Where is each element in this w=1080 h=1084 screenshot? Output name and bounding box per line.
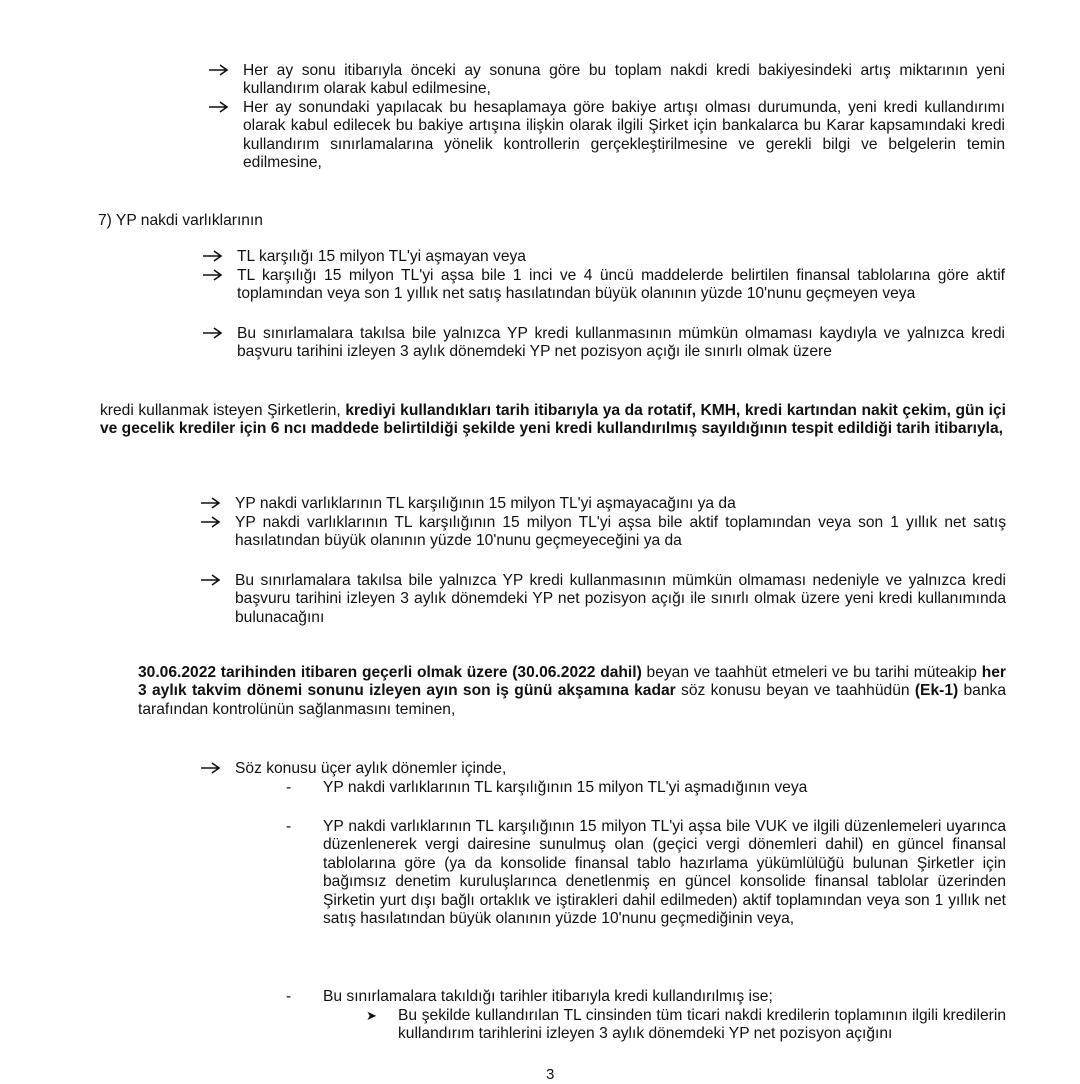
list-item — [243, 99, 1005, 173]
item-text: Her ay sonundaki yapılacak bu hesaplamaya göre bakiye artışı olması durumunda, yeni kredi kullandırımı olarak kabul edilecek bu bakiye artışına ilişkin olarak ilgili Şirket için bankalarca bu Karar kapsamındaki kredi kullandırım sınırlamalarına yönelik kontrollerin gerçekleştirilmesine ve gerekli bilgi ve belgelerin temin edilmesine, — [243, 99, 1005, 172]
item-text: Bu sınırlamalara takılsa bile yalnızca YP kredi kullanmasının mümkün olmaması nedeniyle ve yalnızca kredi başvuru tarihini izleyen 3 aylık dönemdeki YP net pozisyon açığı ile sınırlı olmak üzere yeni kredi kullanımında bulunacağını — [235, 572, 1006, 626]
list-item — [235, 572, 1006, 627]
arrow-icon — [202, 325, 232, 343]
arrow-icon — [200, 495, 230, 513]
item-text: YP nakdi varlıklarının TL karşılığının 15 milyon TL'yi aşsa bile VUK ve ilgili düzenlemeleri uyarınca düzenlenerek vergi dairesine sunulmuş olan (geçici vergi dönemleri dahil) en güncel finansal tablolarına göre (ya da konsolide finansal tablo hazırlama yükümlülüğü bulunan Şirketler için bağımsız denetim kuruluşlarınca denetlenmiş en güncel konsolide finansal tablolar üzerinden Şirketin yurt dışı bağlı ortaklık ve iştirakleri dahil edilmeden) aktif toplamından veya son 1 yıllık net satış hasılatından büyük olanının yüzde 10'nunu geçmediğinin veya, — [323, 818, 1006, 928]
paragraph: 30.06.2022 tarihinden itibaren geçerli olmak üzere (30.06.2022 dahil) beyan ve taahhüt etmeleri ve bu tarihi müteakip her 3 aylık takvim dönemi sonunu izleyen ayın son iş günü akşamına kadar söz konusu beyan ve taahhüdün (Ek-1) banka tarafından kontrolünün sağlanmasını teminen, — [138, 664, 1006, 718]
item-text: Bu sınırlamalara takıldığı tarihler itibarıyla kredi kullandırılmış ise; — [323, 988, 773, 1005]
page-number: 3 — [546, 1066, 555, 1083]
list-item — [235, 495, 1006, 513]
paragraph: kredi kullanmak isteyen Şirketlerin, krediyi kullandıkları tarih itibarıyla ya da rotatif, KMH, kredi kartından nakit çekim, gün içi ve gecelik krediler için 6 ncı maddede belirtildiği şekilde yeni kredi kullandırılmış sayıldığının tespit edildiği tarih itibarıyla, — [100, 402, 1006, 438]
item-text: Söz konusu üçer aylık dönemler içinde, — [235, 760, 507, 777]
item-text: TL karşılığı 15 milyon TL'yi aşmayan veya — [237, 248, 526, 265]
arrow-icon — [202, 248, 232, 266]
dash-marker: - — [286, 779, 292, 796]
item-text: YP nakdi varlıklarının TL karşılığının 15 milyon TL'yi aşmadığının veya — [323, 779, 808, 796]
arrow-icon — [200, 514, 230, 532]
dash-item — [286, 818, 1006, 928]
triangle-bullet-icon: ➤ — [366, 1008, 377, 1023]
item-text: Bu şekilde kullandırılan TL cinsinden tüm ticari nakdi kredilerin toplamının ilgili kredilerin kullandırım tarihlerini izleyen 3 aylık dönemdeki YP net pozisyon açığını — [398, 1007, 1006, 1043]
dash-marker: - — [286, 988, 292, 1005]
arrow-icon — [202, 267, 232, 285]
list-item — [237, 325, 1005, 362]
list-item — [235, 514, 1006, 551]
list-item — [235, 760, 835, 778]
arrow-icon — [200, 572, 230, 590]
arrow-icon — [208, 99, 238, 117]
item-text: TL karşılığı 15 milyon TL'yi aşsa bile 1 inci ve 4 üncü maddelerde belirtilen finansal tablolarına göre aktif toplamından veya son 1 yıllık net satış hasılatından büyük olanının yüzde 10'nunu geçmeyen veya — [237, 267, 1005, 303]
arrow-icon — [200, 760, 230, 778]
list-item — [237, 267, 1005, 304]
section-heading: 7) YP nakdi varlıklarının — [98, 212, 263, 229]
sub-list-item — [366, 1007, 1006, 1044]
dash-item — [286, 779, 1006, 797]
list-item — [237, 248, 1005, 266]
dash-item — [286, 988, 1006, 1006]
item-text: YP nakdi varlıklarının TL karşılığının 15 milyon TL'yi aşsa bile aktif toplamından veya son 1 yıllık net satış hasılatından büyük olanının yüzde 10'nunu geçmeyeceğini ya da — [235, 514, 1006, 550]
dash-marker: - — [286, 818, 292, 835]
arrow-icon — [208, 62, 238, 80]
item-text: YP nakdi varlıklarının TL karşılığının 15 milyon TL'yi aşmayacağını ya da — [235, 495, 736, 512]
item-text: Bu sınırlamalara takılsa bile yalnızca YP kredi kullanmasının mümkün olmaması kaydıyla ve yalnızca kredi başvuru tarihini izleyen 3 aylık dönemdeki YP net pozisyon açığı ile sınırlı olmak üzere — [237, 325, 1005, 361]
item-text: Her ay sonu itibarıyla önceki ay sonuna göre bu toplam nakdi kredi bakiyesindeki artış miktarının yeni kullandırım olarak kabul edilmesine, — [243, 62, 1005, 98]
list-item — [243, 62, 1005, 99]
